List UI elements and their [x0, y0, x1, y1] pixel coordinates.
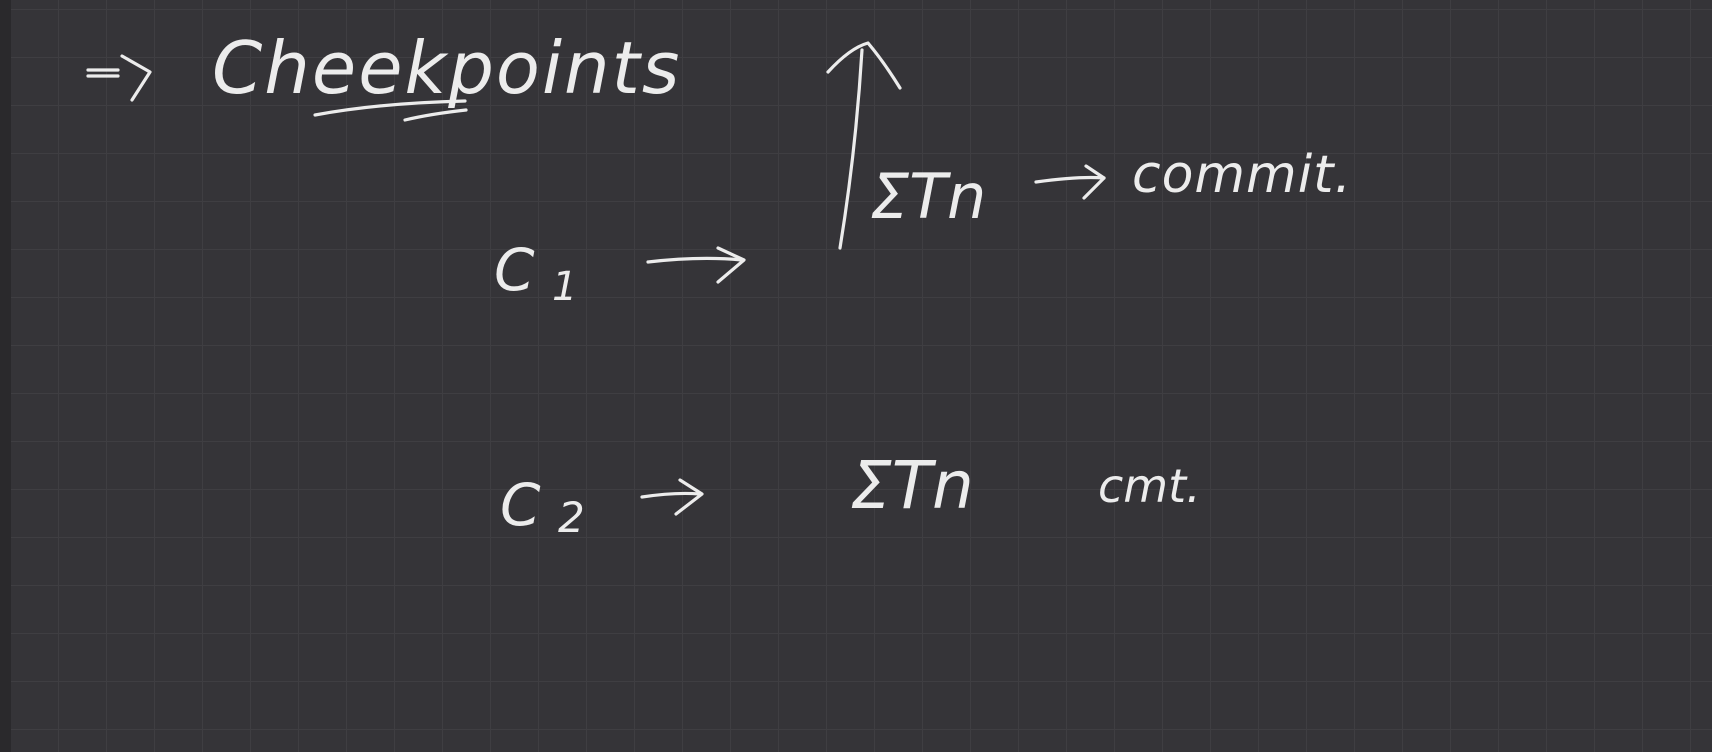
- c1-sum-transactions: ΣTn: [870, 160, 987, 233]
- checkpoint-c1-label: C: [494, 236, 535, 304]
- heading-text: Cheekpoints: [212, 26, 682, 110]
- c1-commit-text: commit.: [1132, 145, 1353, 205]
- checkpoint-c1-subscript: 1: [552, 264, 578, 310]
- c1-arrow-icon: [648, 248, 744, 282]
- commit-arrow-icon: [1036, 166, 1104, 198]
- checkpoint-c2-label: C: [500, 471, 541, 539]
- bullet-arrow-icon: [88, 56, 150, 100]
- c2-arrow-icon: [642, 480, 702, 514]
- c2-commit-text: cmt.: [1098, 459, 1201, 513]
- checkpoint-c2-subscript: 2: [558, 493, 585, 542]
- c2-sum-transactions: ΣTn: [850, 447, 974, 524]
